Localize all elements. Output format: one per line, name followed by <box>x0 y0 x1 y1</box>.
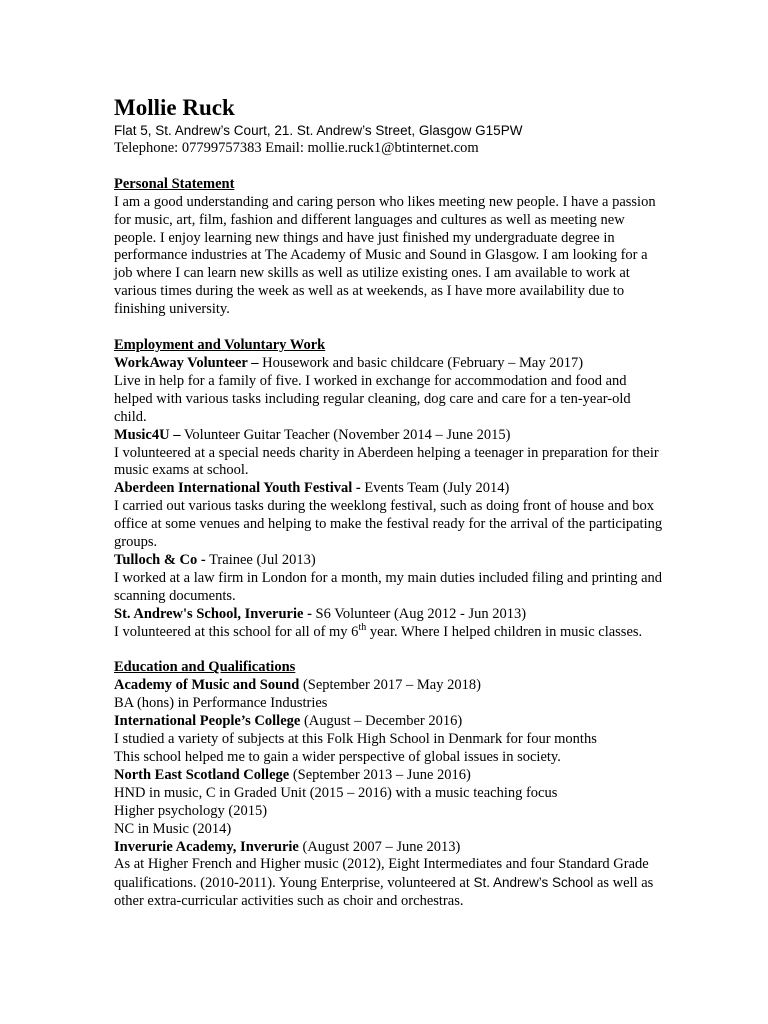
employment-entry-head <box>114 606 664 624</box>
employer-name: Music4U – <box>114 426 181 443</box>
employer-name: St. Andrew's School, Inverurie - <box>114 605 312 622</box>
employer-name: Aberdeen International Youth Festival - <box>114 480 361 497</box>
education-entry-head <box>114 767 664 785</box>
contact-line: Telephone: 07799757383 Email: mollie.ruck1@btinternet.com <box>114 139 479 156</box>
education-entry-head <box>114 839 664 857</box>
job-role: Housework and basic childcare (February – May 2017) <box>258 354 584 371</box>
employment-entry-head <box>114 427 664 445</box>
spacer <box>114 641 664 659</box>
job-role: Volunteer Guitar Teacher (November 2014 – June 2015) <box>180 426 511 443</box>
education-entry-head <box>114 677 664 695</box>
job-role: Trainee (Jul 2013) <box>205 551 316 568</box>
job-description: Live in help for a family of five. I worked in exchange for accommodation and food and helped with various tasks including regular cleaning, dog care and care for a ten-year-old child. <box>114 372 631 425</box>
job-description: I carried out various tasks during the weeklong festival, such as doing front of house and box office at some venues and helping to make the festival ready for the arrival of the participating groups. <box>114 498 663 551</box>
address-line: Flat 5, St. Andrew’s Court, 21. St. Andrew’s Street, Glasgow G15PW <box>114 123 523 138</box>
personal-statement-text: I am a good understanding and caring person who likes meeting new people. I have a passion for music, art, film, fashion and different languages and cultures as well as meeting new people. I enjoy learning new things and have just finished my undergraduate degree in performance industries at The Academy of Music and Sound in Glasgow. I am looking for a job where I can learn new skills as well as utilize existing ones. I am available to work at various times during the week as well as at weekends, as I have more availability due to finishing university. <box>114 193 656 318</box>
education-dates: (September 2013 – June 2016) <box>289 766 471 783</box>
job-description-part: I volunteered at this school for all of my 6 <box>114 623 359 640</box>
employment-entry-head <box>114 480 664 498</box>
school-name-inline: St. Andrew’s School <box>473 875 594 891</box>
education-dates: (September 2017 – May 2018) <box>299 677 481 694</box>
job-description: I volunteered at a special needs charity in Aberdeen helping a teenager in preparation for their music exams at school. <box>114 444 659 479</box>
institution-name: Inverurie Academy, Inverurie <box>114 838 299 855</box>
employment-entry-head <box>114 552 664 570</box>
qualification-text: As at Higher French and Higher music (2012), Eight Intermediates and four Standard Grade qualifications. (2010-2011). Young Enterprise, volunteered at <box>114 856 649 892</box>
qualification-line: BA (hons) in Performance Industries <box>114 695 328 712</box>
institution-name: North East Scotland College <box>114 766 290 783</box>
education-heading: Education and Qualifications <box>114 659 296 676</box>
education-dates: (August 2007 – June 2013) <box>298 838 461 855</box>
qualification-line: This school helped me to gain a wider perspective of global issues in society. <box>114 749 561 765</box>
qualification-line: NC in Music (2014) <box>114 820 232 837</box>
employment-heading: Employment and Voluntary Work <box>114 337 326 354</box>
job-description: I worked at a law firm in London for a month, my main duties included filing and printing and scanning documents. <box>114 569 663 604</box>
job-role: Events Team (July 2014) <box>360 480 510 497</box>
institution-name: Academy of Music and Sound <box>114 677 300 694</box>
job-role: S6 Volunteer (Aug 2012 - Jun 2013) <box>311 605 527 622</box>
spacer <box>114 158 664 176</box>
qualification-text: as well as other extra-curricular activities such as choir and orchestras. <box>114 875 654 910</box>
employment-entry-head <box>114 355 664 373</box>
job-description-part: year. Where I helped children in music classes. <box>366 623 643 640</box>
qualification-paragraph <box>114 856 664 911</box>
ordinal-superscript: th <box>358 621 367 633</box>
job-description <box>114 621 664 642</box>
qualification-line: HND in music, C in Graded Unit (2015 – 2016) with a music teaching focus <box>114 784 558 801</box>
personal-statement-heading: Personal Statement <box>114 175 235 192</box>
qualification-line: I studied a variety of subjects at this Folk High School in Denmark for four months <box>114 731 597 748</box>
employer-name: Tulloch & Co - <box>114 551 206 568</box>
institution-name: International People’s College <box>114 713 301 730</box>
education-entry-head <box>114 713 664 731</box>
employer-name: WorkAway Volunteer – <box>114 354 259 371</box>
candidate-name: Mollie Ruck <box>114 95 235 120</box>
spacer <box>114 319 664 337</box>
education-dates: (August – December 2016) <box>300 713 463 730</box>
resume-page <box>114 94 664 911</box>
qualification-line: Higher psychology (2015) <box>114 802 268 819</box>
